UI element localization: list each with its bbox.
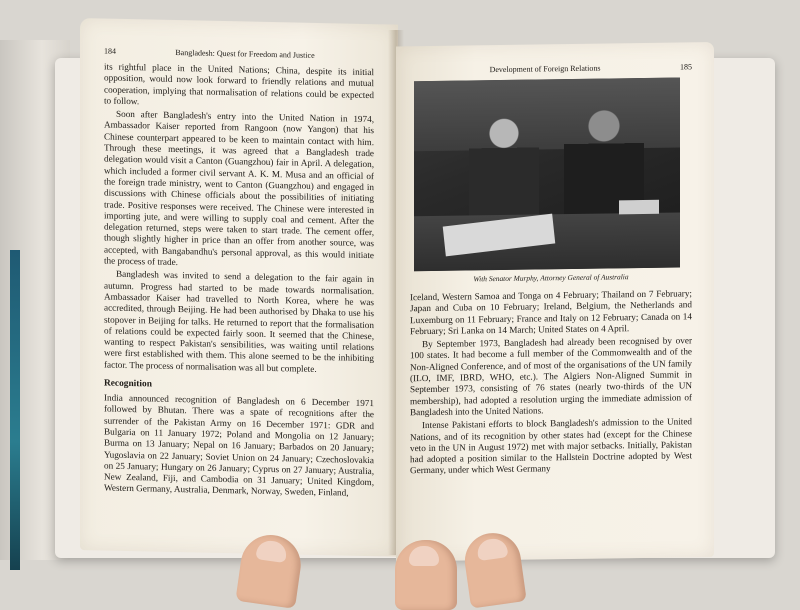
left-page-content [104, 47, 374, 502]
right-page [396, 42, 714, 561]
photo-caption: With Senator Murphy, Attorney General of Australia [473, 272, 629, 284]
right-page-content [410, 62, 692, 479]
left-page [80, 18, 398, 557]
right-paragraph: Intense Pakistani efforts to block Bangladesh's admission to the United Nations, and of its recognition by other states had (except for the Chinese veto in the UN in August 1972) met with major setbacks. Initially, Pakistan had adopted a position similar to the Hallstein Doctrine adopted by West Germany, under which West Germany [410, 416, 692, 476]
left-running-title: Bangladesh: Quest for Freedom and Justice [175, 47, 315, 60]
thumbnail-left [255, 539, 287, 563]
right-page-number: 185 [680, 62, 692, 72]
right-paragraph: By September 1973, Bangladesh had already been recognised by over 100 states. It had become a full member of the Commonwealth and of the Non-Aligned Conference, and of most of the organisations of the UN family (ILO, IMF, IBRD, WHO, etc.). The Algiers Non-Aligned Summit in September 1973, consisting of 76 states (nearly two-thirds of the UN membership), had adopted a resolution urging the immediate admission of Bangladesh into the United Nations. [410, 335, 692, 418]
photograph [414, 77, 680, 271]
left-paragraph: Bangladesh was invited to send a delegation to the fair again in autumn. Progress had started to be made towards normalisation. Ambassador Kaiser had travelled to North Korea, where he was accredited, through Beijing. He had been authorised by Dhaka to use his stopover in Beijing for talks. He returned to report that the formalisation of relations could be expected fairly soon. It seemed that the Chinese, wanting to respect Pakistan's sensibilities, was waiting until relations were first established with them. This alone seemed to be the inhibiting factor. The process of normalisation was all but complete. [104, 269, 374, 374]
right-running-head [410, 62, 692, 75]
thumbnail-middle [409, 546, 439, 566]
left-page-number: 184 [104, 46, 116, 56]
left-running-head [104, 47, 374, 62]
right-paragraph: Iceland, Western Samoa and Tonga on 4 February; Thailand on 7 February; Japan and Cuba on 10 February; Ireland, Belgium, the Netherlands and Luxemburg on 11 February; France and Italy on 12 February; Canada on 14 February; Sri Lanka on 14 March; United States on 4 April. [410, 288, 692, 337]
left-paragraph: Soon after Bangladesh's entry into the United Nation in 1974, Ambassador Kaiser reported from Rangoon (now Yangon) that his Chinese counterpart appeared to be keen to maintain contact with him. Through these meetings, it was agreed that a Bangladesh trade delegation would visit a Canton (Guangzhou) fair in April. A delegation, which included a former civil servant A. K. M. Musa and an official of the foreign trade ministry, went to Canton (Guangzhou) and engaged in discussions with Chinese officials about the possibilities of initiating trade. Positive responses were received. The Chinese were interested in importing jute, and were willing to supply coal and cement. After the delegation returned, steps were taken to start trade. The cement offer, though slightly higher in price than an offer from another source, was accepted, with Bangabandhu's personal approval, as this would initiate the process of trade. [104, 108, 374, 268]
left-paragraph: its rightful place in the United Nations; China, despite its initial opposition, would now look forward to friendly relations and mutual cooperation, implying that normalisation of relations could be expected to follow. [104, 61, 374, 107]
thumbnail-right [476, 537, 508, 561]
section-heading: Recognition [104, 378, 152, 390]
right-running-title: Development of Foreign Relations [489, 63, 601, 75]
background-book-spine [10, 250, 20, 570]
left-section-paragraph: India announced recognition of Bangladesh on 6 December 1971 followed by Bhutan. There was a spate of recognitions after the surrender of the Pakistan Army on 16 December 1971: GDR and Bulgaria on 11 January 1972; Poland and Mongolia on 12 January; Burma on 13 January; Nepal on 16 January; Barbados on 20 January; Yugoslavia on 22 January; Soviet Union on 24 January; Czechoslovakia on 25 January; Hungary on 26 January; Cyprus on 27 January; Australia, New Zealand, Fiji, and Cambodia on 31 January; United Kingdom, Western Germany, Australia, Denmark, Norway, Sweden, Finland, [104, 392, 374, 499]
photo-name-card [619, 200, 659, 215]
